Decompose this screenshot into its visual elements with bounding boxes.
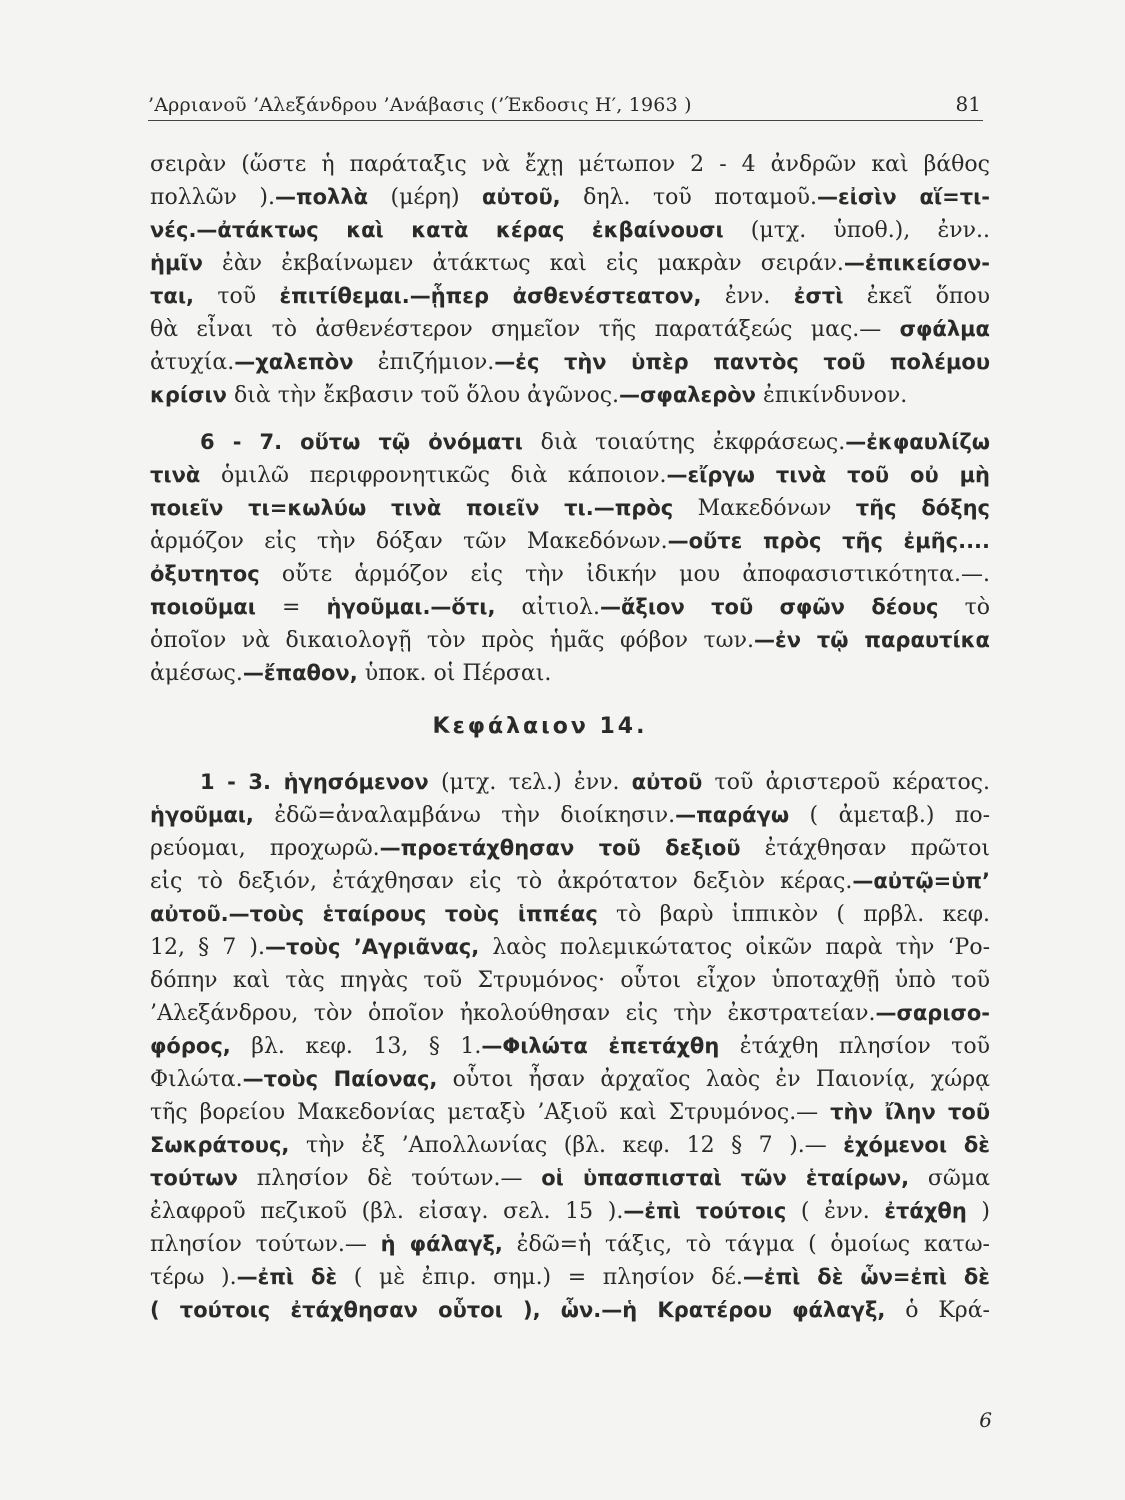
text-line xyxy=(150,346,990,379)
running-header xyxy=(148,88,983,121)
bold-term: —προετάχθησαν τοῦ δεξιοῦ xyxy=(379,836,741,860)
bold-term: τούτων xyxy=(150,1166,238,1190)
gloss-text: οὗτοι ἦσαν ἀρχαῖος λαὸς ἐν Παιονίᾳ, χώρᾳ xyxy=(437,1067,990,1092)
text-line xyxy=(150,1129,990,1162)
gloss-text: ἐπιζήμιον. xyxy=(353,350,495,375)
bold-term: ( τούτοις ἐτάχθησαν οὗτοι ), ὧν.—ἡ Κρατέρου φάλαγξ, xyxy=(150,1298,886,1322)
bold-term: τῆς δόξης xyxy=(855,496,990,520)
text-line xyxy=(150,624,990,657)
gloss-text: ἐλαφροῦ πεζικοῦ (βλ. εἰσαγ. σελ. 15 ). xyxy=(150,1199,624,1224)
bold-term: —ἐπὶ δὲ ὧν=ἐπὶ δὲ xyxy=(742,1265,990,1289)
gloss-text: τὴν ἐξ ’Απολλωνίας (βλ. κεφ. 12 § 7 ).— xyxy=(289,1133,844,1158)
paragraph-3 xyxy=(150,766,990,1327)
bold-term: —ἔπαθον, xyxy=(242,661,358,685)
gloss-text: τέρω ). xyxy=(150,1265,237,1290)
bold-term: οἱ ὑπασπισταὶ τῶν ἑταίρων, xyxy=(541,1166,910,1190)
bold-term: —σαρισο- xyxy=(875,1001,990,1025)
text-line xyxy=(150,898,990,931)
bold-term: —ἐπὶ τούτοις xyxy=(623,1199,787,1223)
bold-term: αὐτοῦ xyxy=(631,770,703,794)
signature-mark: 6 xyxy=(979,1408,992,1432)
gloss-text: θὰ εἶναι τὸ ἀσθενέστερον σημεῖον τῆς παρατάξεώς μας.— xyxy=(150,317,900,342)
bold-term: —τοὺς Παίονας, xyxy=(242,1067,438,1091)
text-line xyxy=(150,799,990,832)
gloss-text: διὰ τὴν ἔκβασιν τοῦ ὅλου ἀγῶνος. xyxy=(226,383,620,408)
bold-term: τὴν ἴλην τοῦ xyxy=(830,1100,990,1124)
text-line xyxy=(150,148,990,181)
gloss-text: ἀμέσως. xyxy=(150,661,243,686)
bold-term: ἐπιτίθεμαι.—ᾗπερ ἀσθενέστεατον, xyxy=(279,284,702,308)
gloss-text: ἐνν. xyxy=(701,284,794,309)
text-line xyxy=(150,657,990,690)
gloss-text: πλησίον δὲ τούτων.— xyxy=(237,1166,542,1191)
bold-term: 6 - 7. οὕτω τῷ ὀνόματι xyxy=(200,430,523,454)
text-line xyxy=(150,1162,990,1195)
gloss-text: διὰ τοιαύτης ἐκφράσεως. xyxy=(522,430,846,455)
text-line xyxy=(150,1096,990,1129)
bold-term: —ἄξιον τοῦ σφῶν δέους xyxy=(600,595,939,619)
bold-term: Σωκράτους, xyxy=(150,1133,290,1157)
gloss-text: σῶμα xyxy=(909,1166,990,1191)
text-line xyxy=(150,459,990,492)
gloss-text: λαὸς πολεμικώτατος οἰκῶν παρὰ τὴν ‘Ρο- xyxy=(479,935,990,960)
bold-term: ὀξυτητος xyxy=(150,562,260,586)
bold-term: ποιεῖν τι=κωλύω τινὰ ποιεῖν τι.—πρὸς xyxy=(150,496,674,520)
bold-term: ἐτάχθη xyxy=(884,1199,967,1223)
gloss-text: εἰς τὸ δεξιόν, ἐτάχθησαν εἰς τὸ ἀκρότατον δεξιὸν κέρας. xyxy=(150,869,853,894)
bold-term: —ἐπικείσον- xyxy=(843,251,990,275)
gloss-text: ἐκεῖ ὅπου xyxy=(843,284,990,309)
text-line xyxy=(150,964,990,997)
gloss-text: ( μὲ ἐπιρ. σημ.) = πλησίον δέ. xyxy=(337,1265,743,1290)
bold-term: τινὰ xyxy=(150,463,201,487)
gloss-text: ἁρμόζον εἰς τὴν δόξαν τῶν Μακεδόνων. xyxy=(150,529,668,554)
gloss-text: ἐτάχθη πλησίον τοῦ xyxy=(719,1034,990,1059)
header-title: ’Αρριανοῦ ’Αλεξάνδρου ’Ανάβασις (’Έκδοσις Η′, 1963 ) xyxy=(148,94,692,116)
gloss-text: οὔτε ἁρμόζον εἰς τὴν ἰδικήν μου ἀποφασιστικότητα.—. xyxy=(259,562,990,587)
gloss-text: 12, § 7 ). xyxy=(150,935,265,960)
gloss-text: ( ἀμεταβ.) πο- xyxy=(789,803,990,828)
text-line xyxy=(150,1228,990,1261)
text-line xyxy=(150,214,990,247)
gloss-text: αἰτιολ. xyxy=(495,595,600,620)
gloss-text: ἐδῶ=ἡ τάξις, τὸ τάγμα ( ὁμοίως κατω- xyxy=(502,1232,990,1257)
bold-term: —τοὺς ’Αγριᾶνας, xyxy=(264,935,480,959)
text-line xyxy=(150,1063,990,1096)
bold-term: —χαλεπὸν xyxy=(234,350,354,374)
gloss-text: τὸ βαρὺ ἱππικὸν ( πρβλ. κεφ. xyxy=(597,902,990,927)
text-line xyxy=(150,1195,990,1228)
bold-term: φόρος, xyxy=(150,1034,231,1058)
bold-term: —ἐν τῷ παραυτίκα xyxy=(754,628,990,652)
bold-term: —οὔτε πρὸς τῆς ἐμῆς.... xyxy=(667,529,990,553)
bold-term: ποιοῦμαι xyxy=(150,595,256,619)
gloss-text: (μέρη) xyxy=(368,185,483,210)
bold-term: —εἰσὶν αἵ=τι- xyxy=(816,185,990,209)
bold-term: κρίσιν xyxy=(150,383,227,407)
gloss-text: ) xyxy=(966,1199,990,1224)
bold-term: —εἴργω τινὰ τοῦ οὐ μὴ xyxy=(666,463,990,487)
paragraph-1 xyxy=(150,148,990,412)
bold-term: ἡγοῦμαι.—ὅτι, xyxy=(326,595,496,619)
gloss-text: ἐὰν ἐκβαίνωμεν ἀτάκτως καὶ εἰς μακρὰν σειράν. xyxy=(202,251,844,276)
text-line xyxy=(150,379,990,412)
chapter-heading: Κεφάλαιον 14. xyxy=(432,714,648,739)
gloss-text: ἀτυχία. xyxy=(150,350,235,375)
text-line xyxy=(150,832,990,865)
gloss-text: δόπην καὶ τὰς πηγὰς τοῦ Στρυμόνος· οὗτοι εἶχον ὑποταχθῇ ὑπὸ τοῦ xyxy=(150,968,990,993)
paragraph-2 xyxy=(150,426,990,690)
bold-term: ται, xyxy=(150,284,194,308)
bold-term: σφάλμα xyxy=(899,317,990,341)
gloss-text: ’Αλεξάνδρου, τὸν ὁποῖον ἠκολούθησαν εἰς τὴν ἐκστρατείαν. xyxy=(150,1001,876,1026)
bold-term: αὐτοῦ.—τοὺς ἑταίρους τοὺς ἱππέας xyxy=(150,902,598,926)
bold-term: 1 - 3. ἡγησόμενον xyxy=(200,770,429,794)
text-line xyxy=(150,313,990,346)
page-body xyxy=(150,148,990,1327)
gloss-text: Μακεδόνων xyxy=(673,496,856,521)
text-line xyxy=(150,931,990,964)
gloss-text: ὁμιλῶ περιφρονητικῶς διὰ κάποιον. xyxy=(200,463,667,488)
page-number: 81 xyxy=(955,92,981,116)
gloss-text: (μτχ. ὑποθ.), ἐνν.. xyxy=(723,218,990,243)
gloss-text: ρεύομαι, προχωρῶ. xyxy=(150,836,380,861)
gloss-text: ἐτάχθησαν πρῶτοι xyxy=(740,836,990,861)
gloss-text: ( ἐνν. xyxy=(786,1199,885,1224)
text-line xyxy=(150,558,990,591)
bold-term: —Φιλώτα ἐπετάχθη xyxy=(481,1034,720,1058)
gloss-text: Φιλώτα. xyxy=(150,1067,243,1092)
gloss-text: τῆς βορείου Μακεδονίας μεταξὺ ’Αξιοῦ καὶ Στρυμόνος.— xyxy=(150,1100,831,1125)
gloss-text: ἐπικίνδυνον. xyxy=(755,383,908,408)
gloss-text: τοῦ xyxy=(194,284,280,309)
bold-term: ἡγοῦμαι, xyxy=(150,803,254,827)
gloss-text: (μτχ. τελ.) ἐνν. xyxy=(428,770,632,795)
text-line xyxy=(150,766,990,799)
gloss-text: ὁποῖον νὰ δικαιολογῇ τὸν πρὸς ἡμᾶς φόβον των. xyxy=(150,628,754,653)
gloss-text: ὑποκ. οἱ Πέρσαι. xyxy=(357,661,552,686)
bold-term: —ἐκφαυλίζω xyxy=(845,430,990,454)
text-line xyxy=(150,1294,990,1327)
text-line xyxy=(150,997,990,1030)
bold-term: —πολλὰ xyxy=(275,185,369,209)
gloss-text: ἐδῶ=ἀναλαμβάνω τὴν διοίκησιν. xyxy=(253,803,676,828)
text-line xyxy=(150,181,990,214)
text-line xyxy=(150,865,990,898)
bold-term: ἐστὶ xyxy=(793,284,844,308)
bold-term: —ἐπὶ δὲ xyxy=(236,1265,338,1289)
text-line xyxy=(150,247,990,280)
text-line xyxy=(150,492,990,525)
text-line xyxy=(150,426,990,459)
gloss-text: τοῦ ἀριστεροῦ κέρατος. xyxy=(702,770,990,795)
gloss-text: πολλῶν ). xyxy=(150,185,275,210)
bold-term: ἐχόμενοι δὲ xyxy=(843,1133,990,1157)
bold-term: —ἐς τὴν ὑπὲρ παντὸς τοῦ πολέμου xyxy=(494,350,990,374)
gloss-text: πλησίον τούτων.— xyxy=(150,1232,381,1257)
text-line xyxy=(150,280,990,313)
bold-term: —αὐτῷ=ὑπ’ xyxy=(852,869,990,893)
bold-term: ἡ φάλαγξ, xyxy=(380,1232,503,1256)
gloss-text: σειρὰν (ὥστε ἡ παράταξις νὰ ἔχῃ μέτωπον 2 - 4 ἀνδρῶν καὶ βάθος xyxy=(150,152,990,177)
text-line xyxy=(150,591,990,624)
bold-term: ἡμῖν xyxy=(150,251,203,275)
gloss-text: = xyxy=(255,595,327,620)
gloss-text: ὁ Κρά- xyxy=(885,1298,990,1323)
gloss-text: βλ. κεφ. 13, § 1. xyxy=(230,1034,482,1059)
text-line xyxy=(150,1030,990,1063)
text-line xyxy=(150,1261,990,1294)
bold-term: —σφαλερὸν xyxy=(619,383,756,407)
gloss-text: τὸ xyxy=(938,595,990,620)
text-line xyxy=(150,525,990,558)
bold-term: —παράγω xyxy=(675,803,790,827)
bold-term: νές.—ἀτάκτως καὶ κατὰ κέρας ἐκβαίνουσι xyxy=(150,218,724,242)
bold-term: αὐτοῦ, xyxy=(482,185,561,209)
gloss-text: δηλ. τοῦ ποταμοῦ. xyxy=(560,185,817,210)
